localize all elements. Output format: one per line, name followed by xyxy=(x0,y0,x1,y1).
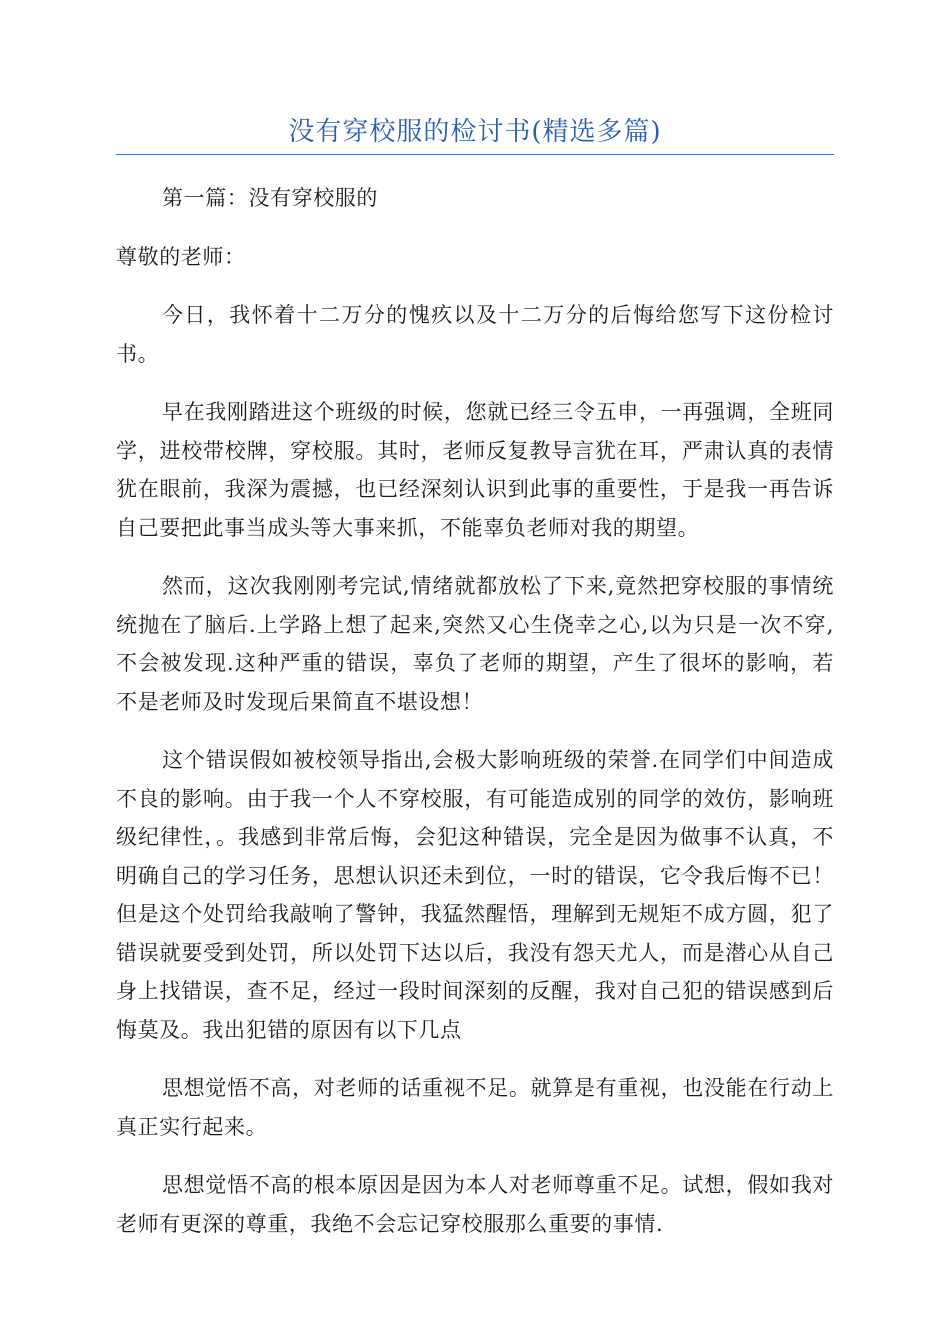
body-paragraph: 早在我刚踏进这个班级的时候，您就已经三令五申，一再强调，全班同学，进校带校牌，穿校服。其时，老师反复教导言犹在耳，严肃认真的表情犹在眼前，我深为震撼，也已经深刻认识到此事的重要性，于是我一再告诉自己要把此事当成头等大事来抓，不能辜负老师对我的期望。 xyxy=(116,400,834,540)
body-paragraph: 思想觉悟不高的根本原因是因为本人对老师尊重不足。试想，假如我对老师有更深的尊重，我绝不会忘记穿校服那么重要的事情. xyxy=(116,1173,834,1236)
salutation: 尊敬的老师： xyxy=(116,244,246,269)
body-paragraph: 思想觉悟不高，对老师的话重视不足。就算是有重视，也没能在行动上真正实行起来。 xyxy=(116,1076,834,1139)
document-page xyxy=(116,112,834,1263)
title-underline xyxy=(116,154,834,155)
document-title: 没有穿校服的检讨书(精选多篇) xyxy=(288,117,662,147)
section-heading: 第一篇：没有穿校服的 xyxy=(162,186,378,210)
body-paragraph: 今日，我怀着十二万分的愧疚以及十二万分的后悔给您写下这份检讨书。 xyxy=(116,303,834,366)
body-paragraph: 然而，这次我刚刚考完试,情绪就都放松了下来,竟然把穿校服的事情统统抛在了脑后.上学路上想了起来,突然又心生侥幸之心,以为只是一次不穿,不会被发现.这种严重的错误，辜负了老师的期望，产生了很坏的影响，若不是老师及时发现后果简直不堪设想！ xyxy=(116,574,834,714)
body-paragraph: 这个错误假如被校领导指出,会极大影响班级的荣誉.在同学们中间造成不良的影响。由于我一个人不穿校服，有可能造成别的同学的效仿，影响班级纪律性，。我感到非常后悔，会犯这种错误，完全是因为做事不认真，不明确自己的学习任务，思想认识还未到位，一时的错误，它令我后悔不已！但是这个处罚给我敲响了警钟，我猛然醒悟，理解到无规矩不成方圆，犯了错误就要受到处罚，所以处罚下达以后，我没有怨天尤人，而是潜心从自己身上找错误，查不足，经过一段时间深刻的反醒，我对自己犯的错误感到后悔莫及。我出犯错的原因有以下几点 xyxy=(116,748,834,1042)
